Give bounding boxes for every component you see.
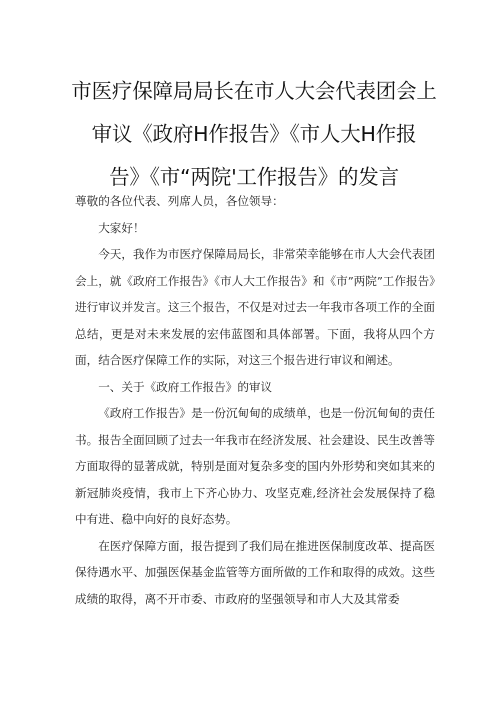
title-line-3: 告》《市“两院'工作报告》的发言 <box>109 165 399 189</box>
greeting: 大家好！ <box>98 220 145 235</box>
section-heading: 一、关于《政府工作报告》的审议 <box>98 379 273 394</box>
body-paragraph: 在医疗保障方面，报告提到了我们局在推进医保制度改革、提高医保待遇水平、加强医保基金监管等方面所做的工作和取得的成效。这些成绩的取得，离不开市委、市政府的坚强领导和市人大及其常委 <box>75 538 435 606</box>
title-line-2: 审议《政府H作报告》《市人大H作报 <box>91 122 417 146</box>
title-line-1: 市医疗保障局局长在市人大会代表团会上 <box>71 79 437 103</box>
intro-paragraph: 今天，我作为市医疗保障局局长，非常荣幸能够在市人大会代表团会上，就《政府工作报告》《市人大工作报告》和《市”两院”工作报告》进行审议并发言。这三个报告，不仅是对过去一年我市各项工作的全面总结，更是对未来发展的宏伟蓝图和具体部署。下面，我将从四个方面，结合医疗保障工作的实际，对这三个报告进行审议和阐述。 <box>75 247 435 367</box>
document-title <box>58 70 450 199</box>
salutation: 尊敬的各位代表、列席人员，各位领导： <box>75 194 284 208</box>
document-body <box>75 188 435 612</box>
body-paragraph: 《政府工作报告》是一份沉甸甸的成绩单，也是一份沉甸甸的责任书。报告全面回顾了过去一年我市在经济发展、社会建设、民生改善等方面取得的显著成就，特别是面对复杂多变的国内外形势和突如其来的新冠肺炎疫情，我市上下齐心协力、攻坚克难,经济社会发展保持了稳中有进、稳中向好的良好态势。 <box>75 406 435 526</box>
